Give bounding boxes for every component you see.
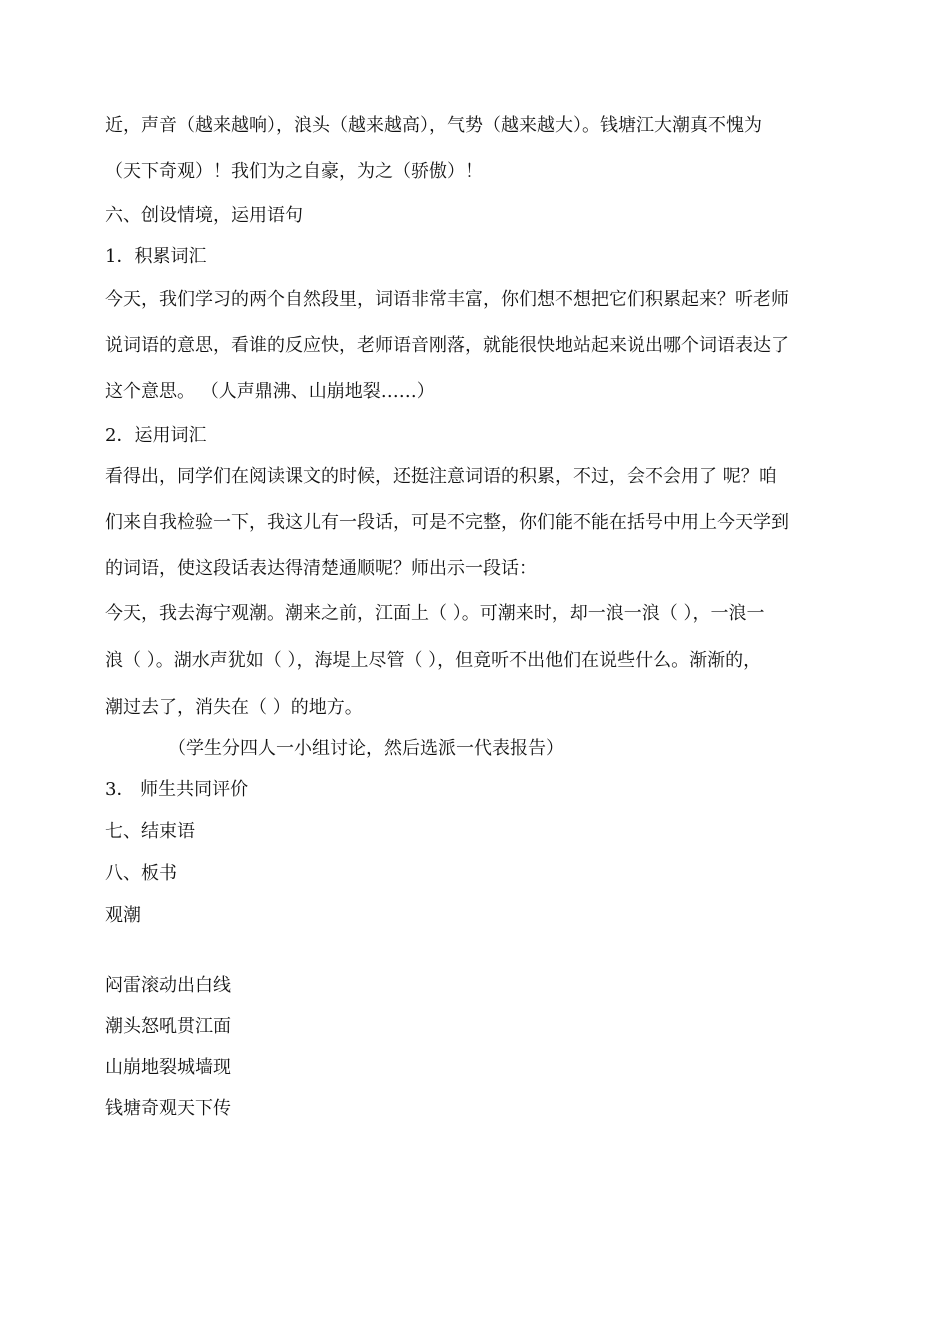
paragraph-line: 这个意思。 （人声鼎沸、山崩地裂……） [105,381,435,402]
board-line: 钱塘奇观天下传 [105,1098,231,1119]
paragraph-line: 今天，我们学习的两个自然段里，词语非常丰富，你们想不想把它们积累起来？听老师 [105,289,789,310]
paragraph-line: 近，声音（越来越响），浪头（越来越高），气势（越来越大）。钱塘江大潮真不愧为 [105,115,762,136]
section-heading-7: 七、结束语 [105,821,195,842]
subheading-accumulate-vocabulary: 1．积累词汇 [105,246,207,267]
exercise-line: 今天，我去海宁观潮。潮来之前，江面上（ ）。可潮来时，却一浪一浪（ ），一浪一 [105,603,765,624]
subheading-evaluation: 3． 师生共同评价 [105,779,249,800]
board-line: 闷雷滚动出白线 [105,975,231,996]
board-title: 观潮 [105,905,141,926]
section-heading-8: 八、板书 [105,863,177,884]
section-heading-6: 六、创设情境，运用语句 [105,205,303,226]
paragraph-line: 的词语，使这段话表达得清楚通顺呢？师出示一段话： [105,558,537,579]
board-line: 山崩地裂城墙现 [105,1057,231,1078]
exercise-line: 浪（ ）。湖水声犹如（ ），海堤上尽管（ ），但竟听不出他们在说些什么。渐渐的， [105,650,762,671]
paragraph-line: 看得出，同学们在阅读课文的时候，还挺注意词语的积累，不过，会不会用了 呢？咱 [105,466,777,487]
exercise-line: 潮过去了，消失在（ ）的地方。 [105,697,363,718]
paragraph-line: 说词语的意思，看谁的反应快，老师语音刚落，就能很快地站起来说出哪个词语表达了 [105,335,789,356]
paragraph-line: 们来自我检验一下，我这儿有一段话，可是不完整，你们能不能在括号中用上今天学到 [105,512,789,533]
board-line: 潮头怒吼贯江面 [105,1016,231,1037]
discussion-note: （学生分四人一小组讨论，然后选派一代表报告） [168,738,564,759]
paragraph-line: （天下奇观）！我们为之自豪，为之（骄傲）！ [105,161,483,182]
subheading-use-vocabulary: 2．运用词汇 [105,425,207,446]
